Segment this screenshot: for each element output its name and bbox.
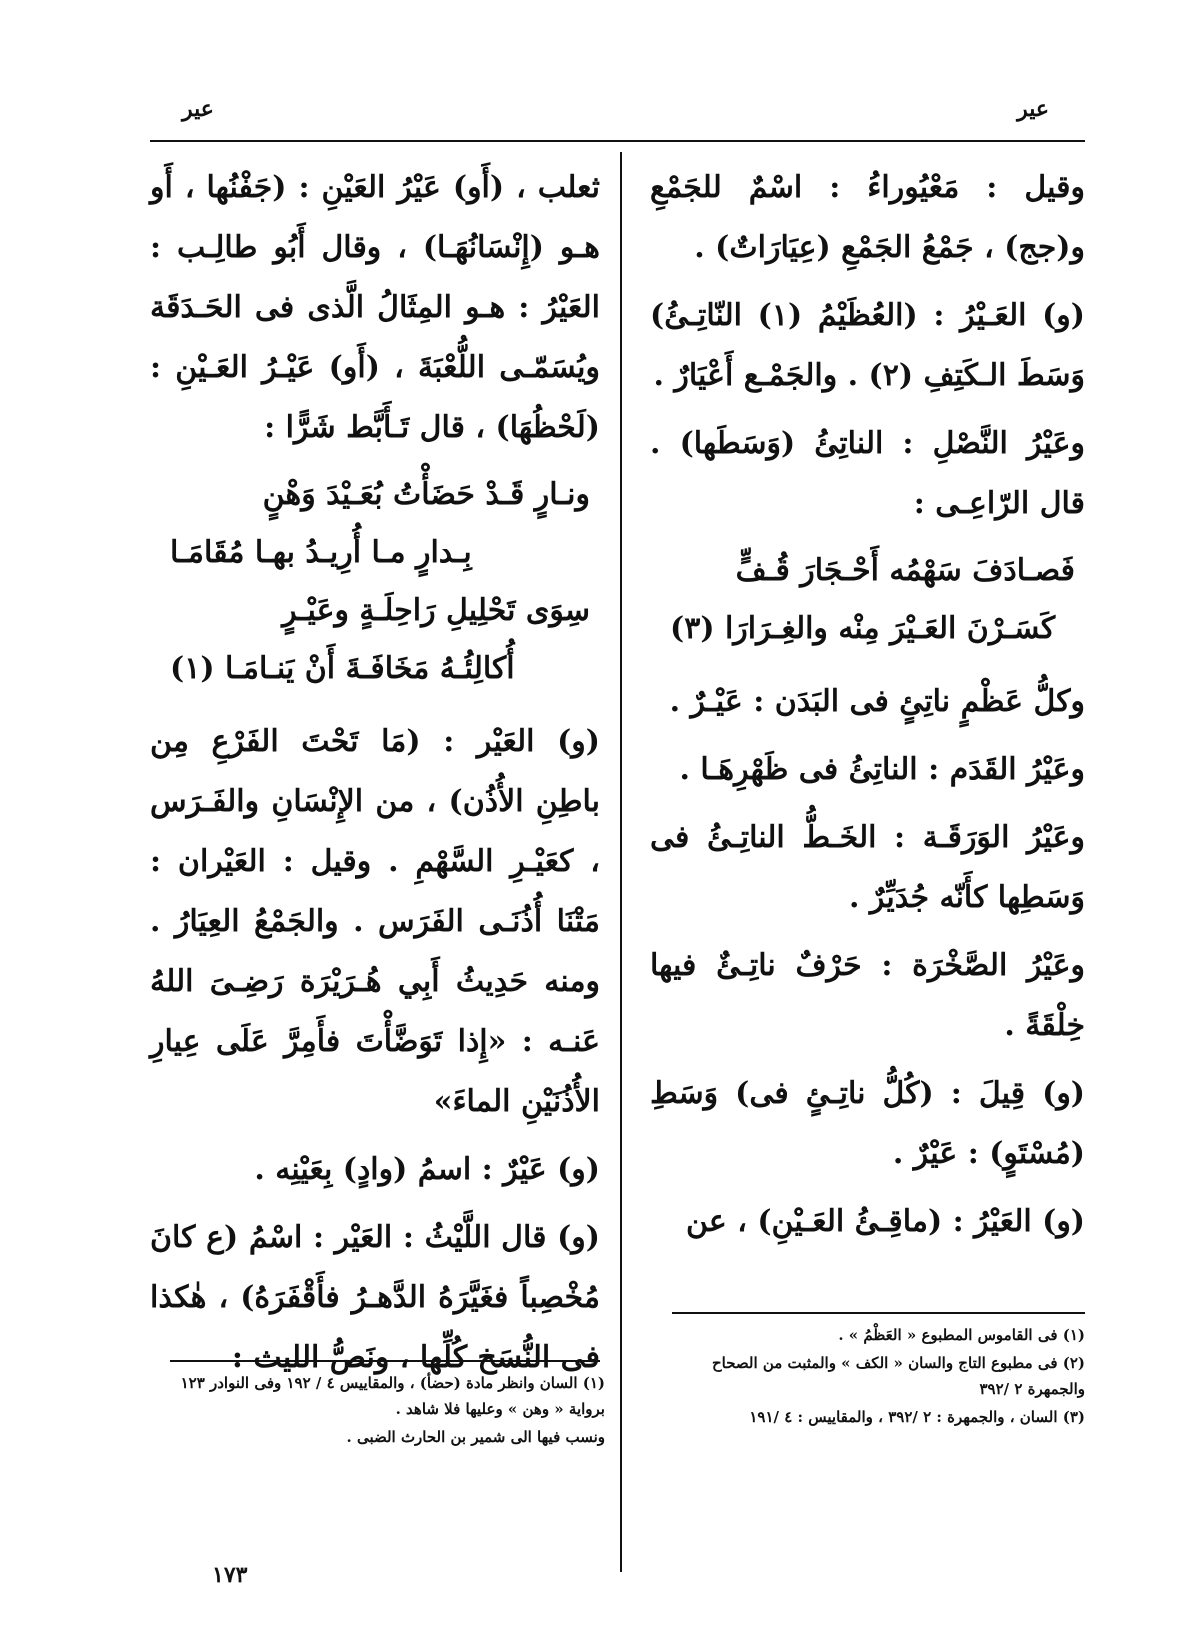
- column-divider: [620, 152, 622, 1572]
- footnote: (٢) فى مطبوع التاج والسان « الكف » والمثبت من الصحاح والجمهرة ٢ /٣٩٢: [711, 1354, 1085, 1398]
- footnotes-left: [150, 1370, 605, 1452]
- verse-hemistich: سِوَى تَحْلِيلِ رَاحِلَـةٍ وعَيْـرٍ: [282, 593, 590, 628]
- page-number: ١٧٣: [212, 1562, 248, 1588]
- verse-hemistich: ونـارٍ قَـدْ حَضَأْتُ بُعَـيْدَ وَهْنٍ: [262, 477, 590, 512]
- running-header-left: عير: [182, 96, 214, 122]
- verse-hemistich: أُكالِئُـهُ مَخَافَـةَ أَنْ يَنـامَـا (١): [170, 651, 515, 686]
- verse-hemistich: فَصـادَفَ سَهْمُه أَحْـجَارَ قُـفٍّ: [735, 553, 1075, 588]
- right-column: [650, 158, 1085, 1260]
- running-header-right: عير: [1017, 96, 1049, 122]
- footnote: (٣) السان ، والجمهرة : ٢ /٣٩٢ ، والمقاييس : ٤ /١٩١: [749, 1408, 1085, 1426]
- entry-paragraph: (و) العَـيْرُ : (العُظَيْمُ (١) النّاتِـئُ) وَسَطَ الـكَتِفِ (٢) . والجَمْـع أَعْيَارٌ .: [650, 298, 1085, 393]
- entry-paragraph: وعَيْرُ الصَّخْرَة : حَرْفٌ ناتِـئٌ فيها خِلْقَةً .: [650, 948, 1085, 1043]
- footnote-rule: [170, 1360, 600, 1362]
- poem-verse: [650, 542, 1085, 658]
- poem-verse: [150, 466, 600, 698]
- entry-paragraph: (و) قال اللَّيْثُ : العَيْر : اسْمُ (ع كانَ مُخْصِباً فغَيَّرَهُ الدَّهـرُ فأَقْفَرَهُ) ، هٰكذا فى النُّسَخ كُلِّها ، ونَصُّ الليث :: [150, 1220, 600, 1375]
- entry-paragraph: ثعلب ، (أَو) عَيْرُ العَيْنِ : (جَفْنُها ، أَو هـو (إِنْسَانُهَـا) ، وقال أَبُو طالِـب : العَيْرُ : هـو المِثَالُ الَّذى فى الحَـدَقَة ويُسَمّـى اللُّعْبَةَ ، (أَو) عَيْـرُ العَـيْنِ : (لَحْظُهَا) ، قال تَـأَبَّط شَرًّا :: [150, 170, 600, 445]
- verse-hemistich: كَسَـرْنَ العَـيْرَ مِنْه والغِـرَارَا (٣): [670, 611, 1056, 646]
- entry-paragraph: وقيل : مَعْيُوراءُ : اسْمٌ للجَمْعِ و(جج) ، جَمْعُ الجَمْعِ (عِيَارَاتٌ) .: [650, 170, 1085, 265]
- footnote: (١) السان وانظر مادة (حضأ) ، والمقاييس ٤ / ١٩٢ وفى النوادر ١٢٣ برواية « وهن » وعليها فلا شاهد .: [180, 1374, 605, 1418]
- entry-paragraph: وعَيْرُ النَّصْلِ : الناتِئُ (وَسَطَها) . قال الرّاعِـى :: [650, 426, 1085, 521]
- entry-paragraph: وعَيْرُ القَدَم : الناتِئُ فى ظَهْرِهَـا .: [679, 752, 1085, 787]
- footnote-rule: [672, 1312, 1085, 1314]
- footnote: ونسب فيها الى شمير بن الحارث الضبى .: [346, 1428, 605, 1446]
- header-rule: [150, 140, 1085, 142]
- entry-paragraph: وكلُّ عَظْمٍ ناتِئٍ فى البَدَن : عَيْـرٌ .: [669, 684, 1085, 719]
- entry-paragraph: (و) عَيْرٌ : اسمُ (وادٍ) بِعَيْنِه .: [254, 1152, 600, 1187]
- entry-paragraph: (و) العَيْرُ : (ماقِـئُ العَـيْنِ) ، عن: [686, 1204, 1085, 1239]
- footnote: (١) فى القاموس المطبوع « العَظْمُ » .: [838, 1326, 1085, 1344]
- footnotes-right: [660, 1322, 1085, 1432]
- entry-paragraph: (و) العَيْر : (مَا تَحْتَ الفَرْعِ مِن باطِنِ الأُذُن) ، من الإِنْسَانِ والفَـرَس ، كعَيْـرِ السَّهْمِ . وقيل : العَيْران : مَتْنَا أُذُنَـى الفَرَس . والجَمْعُ العِيَارُ . ومنه حَدِيثُ أَبِي هُـرَيْرَة رَضِـىَ اللهُ عَنـه : «إِذا تَوَضَّأْتَ فأَمِرَّ عَلَى عِيارِ الأُذُنَيْنِ الماءَ»: [150, 724, 600, 1119]
- left-column: [150, 158, 600, 1396]
- entry-paragraph: وعَيْرُ الوَرَقَـة : الخَـطُّ الناتِـئُ فى وَسَطِها كأَنّه جُدَيِّرٌ .: [650, 820, 1085, 915]
- verse-hemistich: بِـدارٍ مـا أُرِيـدُ بهـا مُقَامَـا: [170, 535, 472, 570]
- entry-paragraph: (و) قِيلَ : (كُلُّ ناتِـئٍ فى) وَسَطِ (مُسْتَوٍ) : عَيْرٌ .: [650, 1076, 1085, 1171]
